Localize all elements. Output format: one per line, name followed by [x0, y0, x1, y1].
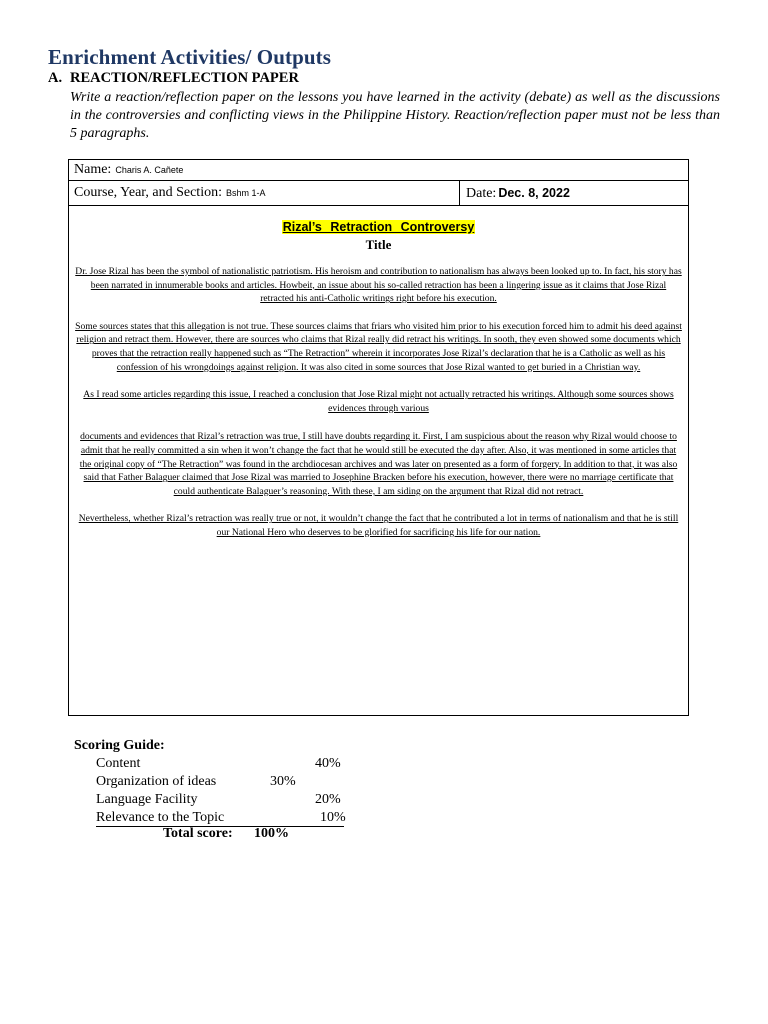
- scoring-item-percent: 40%: [315, 756, 341, 771]
- scoring-guide: [74, 737, 346, 827]
- essay-title-text: Rizal’s Retraction Controversy: [282, 220, 475, 234]
- scoring-item-label: Organization of ideas: [96, 774, 217, 789]
- scoring-item-percent: 30%: [270, 774, 296, 789]
- scoring-item-label: Relevance to the Topic: [96, 810, 225, 825]
- essay-paragraph: Some sources states that this allegation is not true. These sources claims that friars who visited him prior to his execution forced him to admit his deed against religion and retract them. However, there are sources who claims that Rizal really did retract his writings. In sooth, they even showed some documents which proves that the retraction really happened such as “The Retraction” wherein it incorporates Jose Rizal’s declaration that he is a Catholic as well as his confession of his wrongdoings against religion. It was also cited in some sources that Jose Rizal wanted to get buried in a Christian way.: [75, 320, 682, 373]
- scoring-item-percent: 10%: [320, 810, 346, 825]
- total-score-value: 100%: [254, 826, 289, 841]
- name-row: [69, 160, 688, 181]
- name-label: Name:: [74, 162, 112, 177]
- course-year-section-cell: [69, 181, 460, 205]
- essay-paragraph: Dr. Jose Rizal has been the symbol of nationalistic patriotism. His heroism and contribution to nationalism has always been looked up to. In fact, his story has been narrated in innumerable books and articles. Howbeit, an issue about his so-called retraction has been a lingering issue as it claims that Jose Rizal retracted his anti-Catholic writings right before his execution.: [75, 266, 682, 305]
- essay-body: [69, 220, 688, 540]
- section-heading: [48, 70, 299, 87]
- scoring-item-label: Language Facility: [96, 792, 198, 807]
- title-label: Title: [365, 237, 392, 252]
- page-title: Enrichment Activities/ Outputs: [48, 45, 332, 69]
- reaction-paper-form: [68, 159, 689, 716]
- scoring-item: [74, 773, 296, 791]
- scoring-item: [74, 791, 341, 809]
- total-score-label: Total score:: [163, 826, 233, 841]
- essay-paragraph: documents and evidences that Rizal’s retraction was true, I still have doubts regarding it. First, I am suspicious about the reason why Rizal would choose to admit that he really committed a sin when it won’t change the fact that he would still be executed the day after. Also, it was mentioned in some articles that the original copy of “The Retraction” was found in the archdiocesan archives and was later on presented as a form of forgery. In addition to that, it was also said that Father Balaguer claimed that Jose Rizal was married to Josephine Bracken before his execution, however, there were no marriage certificate that could authenticate Balaguer’s reasoning. With these, I am siding on the argument that Rizal did not retract.: [79, 431, 678, 497]
- scoring-item-label: Content: [96, 756, 141, 771]
- date-cell: [460, 181, 570, 205]
- course-date-row: [69, 181, 688, 206]
- essay-paragraph: Nevertheless, whether Rizal’s retraction was really true or not, it wouldn’t change the fact that he contributed a lot in terms of nationalism and that he is still our National Hero who deserves to be glorified for sacrificing his life for our nation.: [78, 513, 679, 538]
- section-heading-text: REACTION/REFLECTION PAPER: [70, 70, 299, 86]
- course-year-section-label: Course, Year, and Section:: [74, 185, 222, 200]
- date-value: Dec. 8, 2022: [498, 186, 570, 200]
- essay-paragraph: As I read some articles regarding this issue, I reached a conclusion that Jose Rizal might not actually retracted his writings. Although some sources shows evidences through various: [83, 389, 674, 414]
- essay-title: [69, 220, 688, 234]
- course-year-section-value: Bshm 1-A: [225, 188, 266, 198]
- section-number: A.: [48, 70, 63, 86]
- scoring-item: [74, 755, 341, 773]
- instructions: Write a reaction/reflection paper on the lessons you have learned in the activity (debate) as well as the discussions in the controversies and conflicting views in the Philippine History. Reaction/reflection paper must not be less than 5 paragraphs.: [70, 90, 720, 141]
- name-value: Charis A. Cañete: [115, 165, 184, 175]
- scoring-item-percent: 20%: [315, 792, 341, 807]
- date-label: Date:: [466, 186, 497, 201]
- scoring-guide-title: Scoring Guide:: [74, 738, 165, 753]
- scoring-item: [74, 809, 346, 827]
